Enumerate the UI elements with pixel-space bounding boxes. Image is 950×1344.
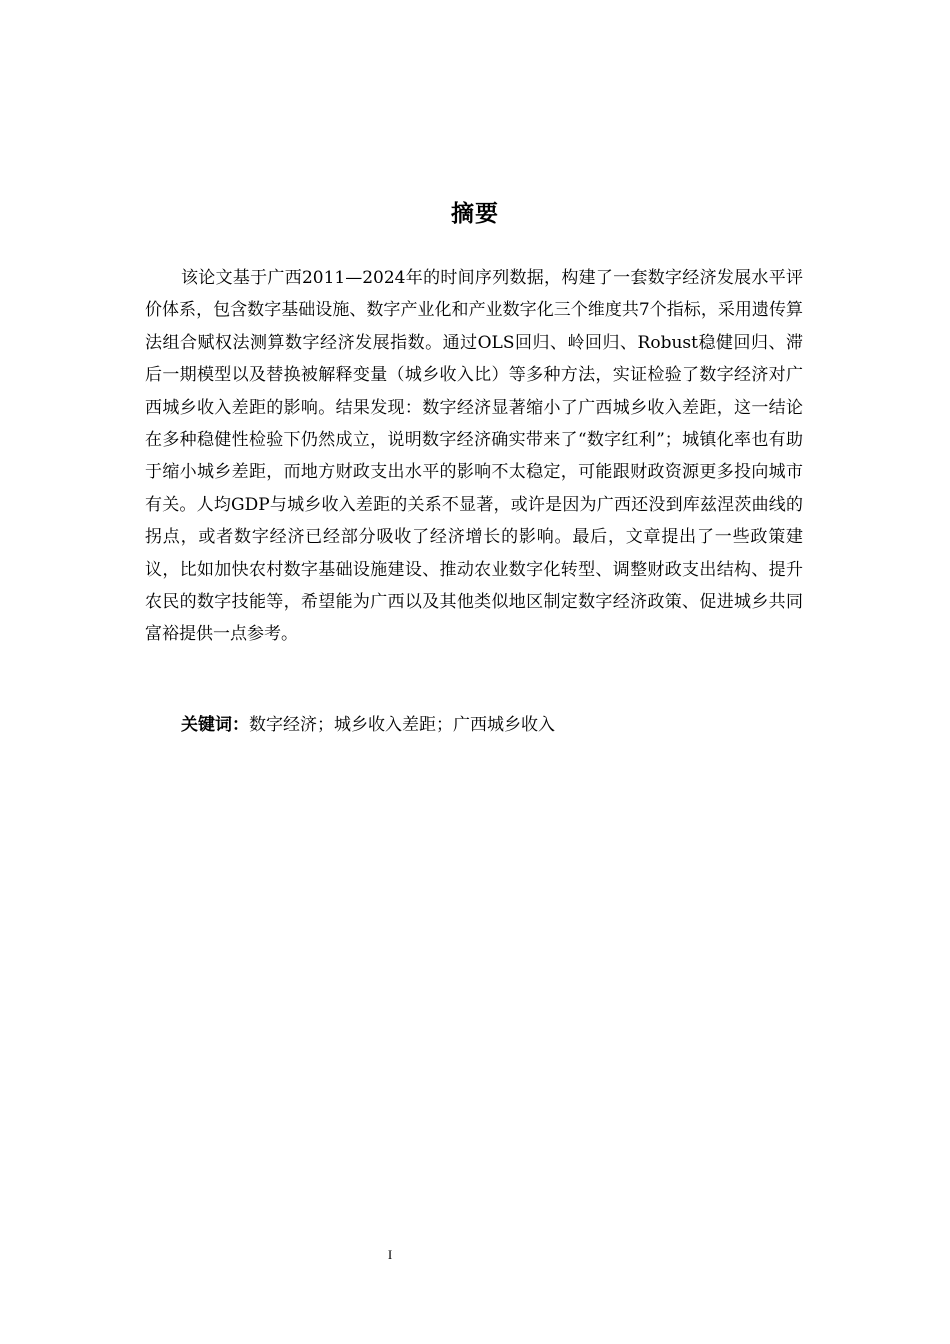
abstract-title: 摘要 xyxy=(451,201,499,227)
page-number: I xyxy=(387,1247,393,1262)
keywords-label: 关键词： xyxy=(181,715,249,735)
keywords-line xyxy=(181,709,801,741)
keywords-text: 数字经济；城乡收入差距；广西城乡收入 xyxy=(249,715,555,735)
abstract-paragraph: 该论文基于广西2011—2024年的时间序列数据，构建了一套数字经济发展水平评价体系，包含数字基础设施、数字产业化和产业数字化三个维度共7个指标，采用遗传算法组合赋权法测算数字经济发展指数。通过OLS回归、岭回归、Robust稳健回归、滞后一期模型以及替换被解释变量（城乡收入比）等多种方法，实证检验了数字经济对广西城乡收入差距的影响。结果发现：数字经济显著缩小了广西城乡收入差距，这一结论在多种稳健性检验下仍然成立，说明数字经济确实带来了“数字红利”；城镇化率也有助于缩小城乡差距，而地方财政支出水平的影响不太稳定，可能跟财政资源更多投向城市有关。人均GDP与城乡收入差距的关系不显著，或许是因为广西还没到库兹涅茨曲线的拐点，或者数字经济已经部分吸收了经济增长的影响。最后，文章提出了一些政策建议，比如加快农村数字基础设施建设、推动农业数字化转型、调整财政支出结构、提升农民的数字技能等，希望能为广西以及其他类似地区制定数字经济政策、促进城乡共同富裕提供一点参考。 xyxy=(145,268,803,645)
